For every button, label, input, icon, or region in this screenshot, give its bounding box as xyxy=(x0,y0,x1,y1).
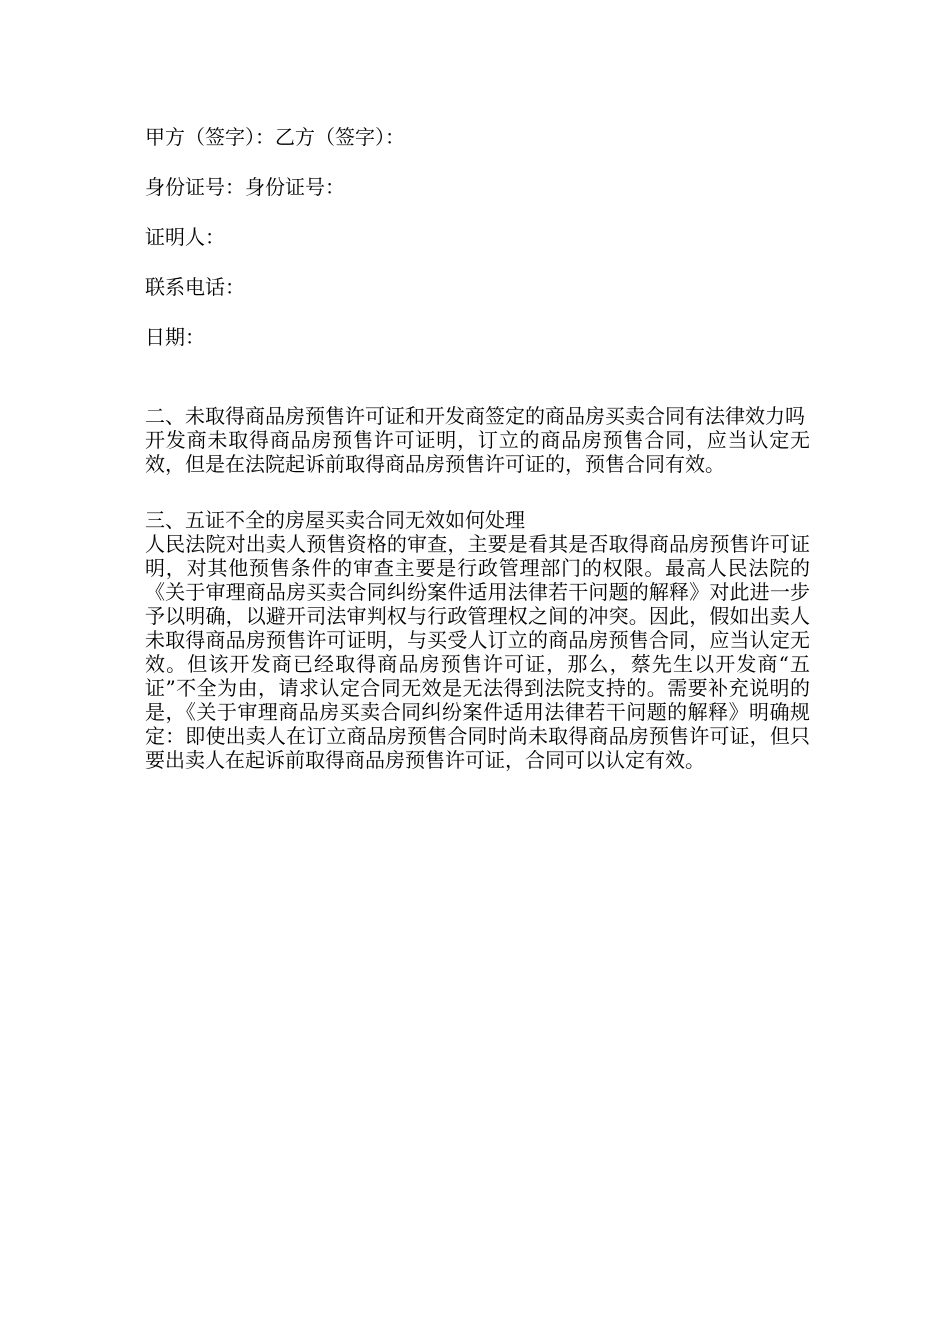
contact-phone-line: 联系电话： xyxy=(145,275,245,299)
section-three xyxy=(145,508,810,772)
section-three-title: 三、五证不全的房屋买卖合同无效如何处理 xyxy=(145,508,525,532)
section-two-title: 二、未取得商品房预售许可证和开发商签定的商品房买卖合同有法律效力吗 xyxy=(145,404,805,428)
signature-party-line: 甲方（签字）：乙方（签字）： xyxy=(145,125,405,149)
section-two-body: 开发商未取得商品房预售许可证明，订立的商品房预售合同，应当认定无效，但是在法院起诉前取得商品房预售许可证的，预售合同有效。 xyxy=(145,428,810,476)
date-line: 日期： xyxy=(145,325,205,349)
section-spacer xyxy=(145,374,810,404)
id-number-line: 身份证号：身份证号： xyxy=(145,175,345,199)
section-three-body: 人民法院对出卖人预售资格的审查，主要是看其是否取得商品房预售许可证明，对其他预售条件的审查主要是行政管理部门的权限。最高人民法院的《关于审理商品房买卖合同纠纷案件适用法律若干问题的解释》对此进一步予以明确，以避开司法审判权与行政管理权之间的冲突。因此，假如出卖人未取得商品房预售许可证明，与买受人订立的商品房预售合同，应当认定无效。但该开发商已经取得商品房预售许可证，那么，蔡先生以开发商“五证”不全为由，请求认定合同无效是无法得到法院支持的。需要补充说明的是，《关于审理商品房买卖合同纠纷案件适用法律若干问题的解释》明确规定：即使出卖人在订立商品房预售合同时尚未取得商品房预售许可证，但只要出卖人在起诉前取得商品房预售许可证，合同可以认定有效。 xyxy=(145,532,810,772)
section-two xyxy=(145,404,810,476)
document-content xyxy=(145,124,810,804)
witness-line: 证明人： xyxy=(145,225,225,249)
